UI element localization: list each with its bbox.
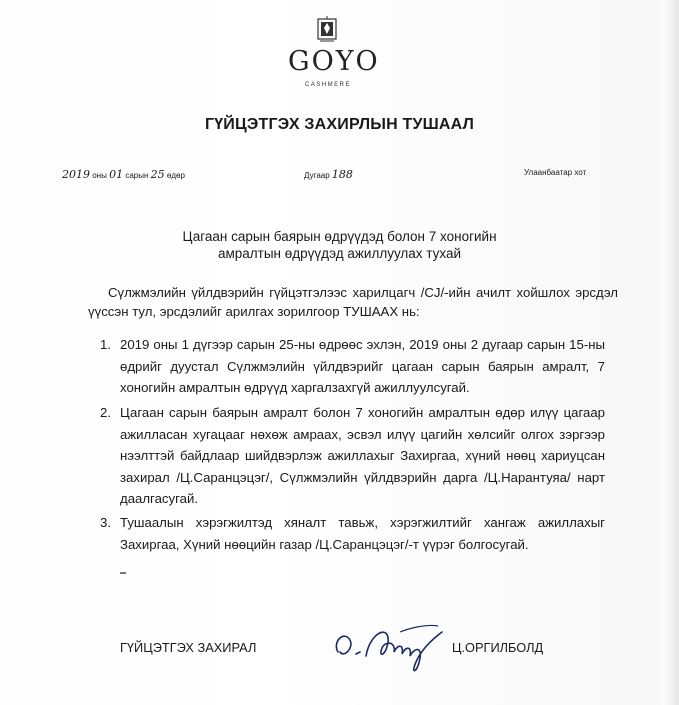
day-label: өдөр [166,171,185,180]
intro-paragraph: Сүлжмэлийн үйлдвэрийн гүйцэтгэлээс харилцагч /CJ/-ийн ачилт хойшлох эрсдэл үүссэн тул, эрсдэлийг арилгах зорилгоор ТУШААХ нь: [88,285,618,319]
document-title: ГҮЙЦЭТГЭХ ЗАХИРЛЫН ТУШААЛ [204,116,475,133]
month-label: сарын [125,171,149,180]
crest-icon [314,16,340,44]
item-number: 1. [100,337,111,352]
item-text: Цагаан сарын баярын амралт болон 7 хоногийн амралтын өдөр илүү цагаар ажилласан хугацааг нөхөж амраах, эсвэл илүү цагийн хөлсийг олгох зэргээр нээлттэй байдлаар шийдвэрлэж ажиллахыг Захиргаа, хүний нөөц хариуцсан захирал /Ц.Саранцэцэг/, Сүлжмэлийн үйлдвэрийн дарга /Ц.Нарантуяа/ нарт даалгасугай. [120,405,605,506]
number-label: Дугаар [304,171,330,180]
subject-line-1: Цагаан сарын баярын өдрүүдэд болон 7 хоногийн [182,229,497,244]
brand-logo-word: GOYO [288,46,380,77]
item-text: Тушаалын хэрэгжилтэд хяналт тавьж, хэрэгжилтийг хангаж ажиллахыг Захиргаа, Хүний нөөцийн газар /Ц.Саранцэцэг/-т үүрэг болгосугай. [120,515,605,552]
item-number: 2. [100,405,111,420]
order-subject [0,228,679,262]
signatory-name: Ц.ОРГИЛБОЛД [452,640,544,655]
day-handwritten: 25 [150,168,165,181]
item-number: 3. [100,515,111,530]
subject-line-2: амралтын өдрүүдэд ажиллуулах тухай [217,246,462,261]
year-label: оны [92,171,107,180]
order-number [304,168,353,181]
signatory-title: ГҮЙЦЭТГЭХ ЗАХИРАЛ [120,640,257,655]
year-handwritten: 2019 [62,168,90,181]
handwritten-signature [330,612,450,682]
number-handwritten: 188 [331,168,353,181]
brand-logo-subtitle: CASHMERE [304,82,351,88]
date-line [62,168,185,181]
month-handwritten: 01 [109,168,124,181]
page-edge-shadow [661,0,679,705]
item-text: 2019 оны 1 дүгээр сарын 25-ны өдрөөс эхлэн, 2019 оны 2 дугаар сарын 15-ны өдрийг дуустал Сүлжмэлийн үйлдвэрийг цагаан сарын баярын амралт, 7 хоногийн амралтын өдрүүд харгалзахгүй ажиллуулсугай. [120,337,605,395]
city-label: Улаанбаатар хот [524,168,587,177]
ink-mark [120,572,126,574]
